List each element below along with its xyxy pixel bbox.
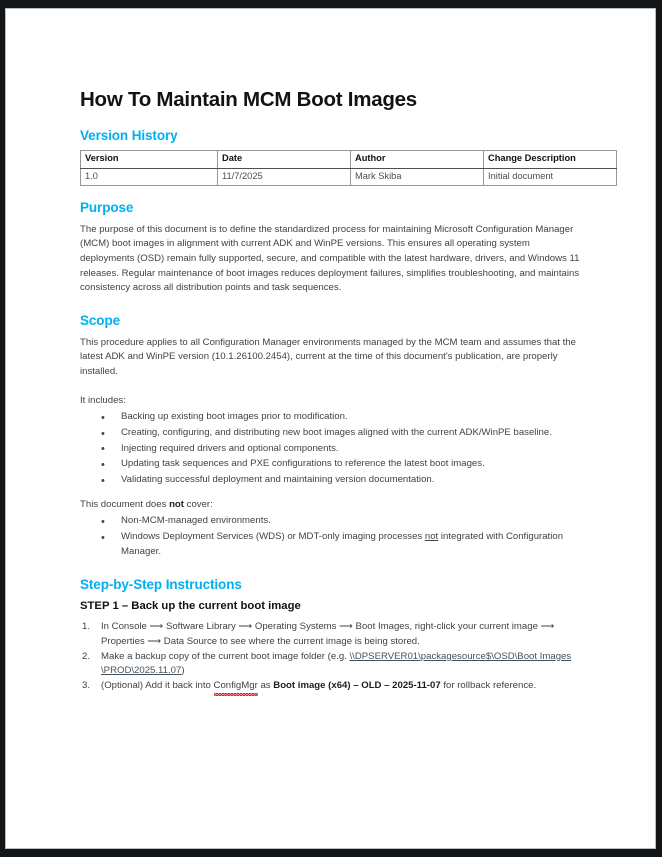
section-heading-step-by-step-instructions: Step-by-Step Instructions xyxy=(80,577,242,593)
spellcheck-word-configmgr: ConfigMgr xyxy=(214,679,258,694)
excludes-label-bold: not xyxy=(169,498,184,510)
backup-path-link[interactable]: \\DPSERVER01\packagesource$\OSD\Boot Images\PROD\2025.11.07 xyxy=(101,650,572,677)
column-header-change-description: Change Description xyxy=(484,151,617,169)
excludes-item-text: Non-MCM-managed environments. xyxy=(121,515,271,527)
version-history-table xyxy=(80,150,617,186)
list-item xyxy=(80,530,580,559)
purpose-paragraph: The purpose of this document is to define the standardized process for maintaining Microsoft Configuration Manager (MCM) boot images in alignment with current ADK and WinPE versions. This ensures all operating system deployments (OSD) remain fully supported, secure, and compatible with the latest hardware, drivers, and Windows 11 releases. Regular maintenance of boot images reduces deployment failures, simplifies troubleshooting, and maintains consistency across all distribution points and task sequences. xyxy=(80,223,580,294)
table-header-row xyxy=(81,151,617,169)
step-item-text: In Console ⟶ Software Library ⟶ Operating Systems ⟶ Boot Images, right-click your current image ⟶ Properties ⟶ Data Source to see where the current image is being stored. xyxy=(101,621,555,648)
page-title: How To Maintain MCM Boot Images xyxy=(80,88,417,111)
cell-date: 11/7/2025 xyxy=(218,168,351,186)
step-item-post: for rollback reference. xyxy=(440,680,537,692)
step-item-bold: Boot image (x64) – OLD – 2025-11-07 xyxy=(273,680,441,692)
section-heading-version-history: Version History xyxy=(80,127,178,143)
list-item: • Validating successful deployment and maintaining version documentation. xyxy=(80,473,580,488)
cell-author: Mark Skiba xyxy=(351,168,484,186)
step-item-post: ) xyxy=(181,665,185,677)
list-item: • Injecting required drivers and optional components. xyxy=(80,442,580,457)
excludes-item-post: integrated with Configuration Manager. xyxy=(121,531,564,557)
excludes-label-pre: This document does xyxy=(80,498,170,510)
scope-excludes-label xyxy=(80,498,580,513)
list-item xyxy=(80,620,580,649)
table-row xyxy=(81,168,617,186)
cell-version: 1.0 xyxy=(81,168,218,186)
step-1-numbered-list xyxy=(80,620,580,693)
excludes-label-post: cover: xyxy=(183,498,213,510)
section-heading-scope: Scope xyxy=(80,313,121,329)
cell-change-description: Initial document xyxy=(484,168,617,186)
scope-includes-label: It includes: xyxy=(80,394,126,406)
list-item: • Creating, configuring, and distributing new boot images aligned with the current ADK/WinPE baseline. xyxy=(80,426,580,441)
scope-paragraph: This procedure applies to all Configuration Manager environments managed by the MCM team and assumes that the latest ADK and WinPE version (10.1.26100.2454), current at the time of this document's publication, are properly installed. xyxy=(80,336,576,378)
step-item-pre: (Optional) Add it back into xyxy=(101,680,214,692)
list-item: • Updating task sequences and PXE configurations to reference the latest boot images. xyxy=(80,457,580,472)
list-item xyxy=(80,679,580,694)
scope-includes-list xyxy=(80,410,580,487)
list-item xyxy=(80,650,580,679)
document-page xyxy=(5,8,656,849)
excludes-item-pre: Windows Deployment Services (WDS) or MDT-only imaging processes xyxy=(121,531,425,543)
step-item-pre: Make a backup copy of the current boot image folder (e.g. xyxy=(101,650,350,662)
document-body xyxy=(80,89,580,694)
column-header-version: Version xyxy=(81,151,218,169)
excludes-item-underlined: not xyxy=(424,531,439,543)
scope-excludes-list xyxy=(80,514,580,559)
column-header-author: Author xyxy=(351,151,484,169)
step-item-mid: as xyxy=(257,680,274,692)
column-header-date: Date xyxy=(218,151,351,169)
list-item: • Backing up existing boot images prior to modification. xyxy=(80,410,580,425)
subsection-heading-step-1: STEP 1 – Back up the current boot image xyxy=(80,599,301,612)
list-item xyxy=(80,514,580,529)
section-heading-purpose: Purpose xyxy=(80,200,134,216)
